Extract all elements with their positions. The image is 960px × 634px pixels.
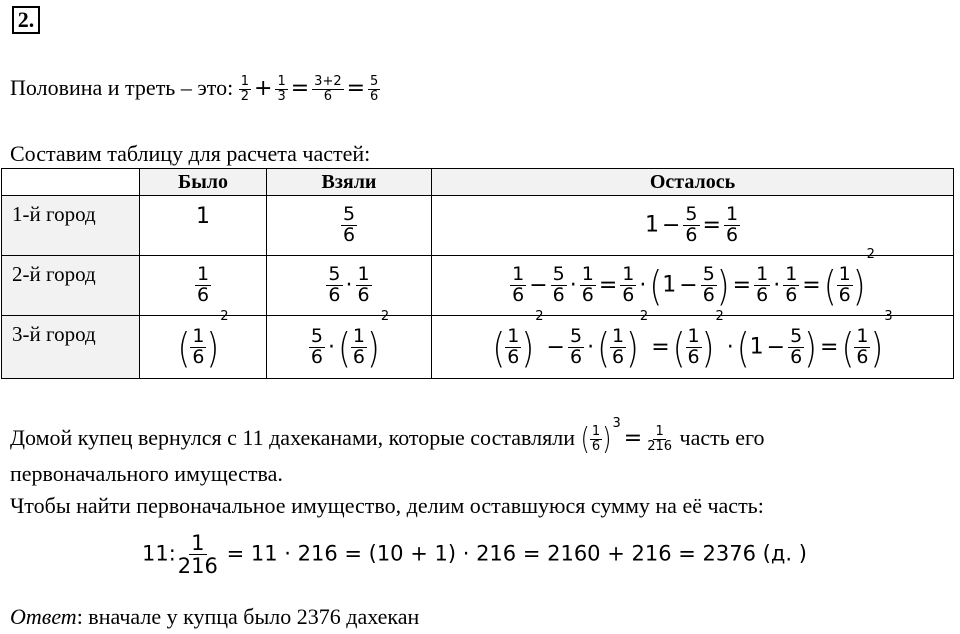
cell-city2-taken: $\frac{5}{6}$ · $\frac{1}{6}$ [267,256,432,316]
cell-city3-remaining: ( $\frac{1}{6}$ )2− $\frac{5}{6}$ ·( $\frac{1}{6}$ )2=( $\frac{1}{6}$ )2·(1 − $\frac{5}{6}$ ) =( $\frac{1}{6}$ )3 [432,316,954,379]
paragraph-result-expression: ( $\frac{1}{6}$ )3= $\frac{1}{216}$ [580,416,673,457]
cell-city2-remaining: $\frac{1}{6}$ − $\frac{5}{6}$ · $\frac{1}{6}$ = $\frac{1}{6}$ ·(1 − $\frac{5}{6}$ ) = $\frac{1}{6}$ · $\frac{1}{6}$ =( $\frac{1}{6}$ )2 [432,256,954,316]
table-caption: Составим таблицу для расчета частей: [10,141,371,166]
row-label-city-1: 1-й город [2,196,140,256]
paragraph-method: Чтобы найти первоначальное имущество, делим оставшуюся сумму на её часть: [10,493,764,518]
task-number: 2. [12,6,40,34]
row-label-city-3: 3-й город [2,316,140,379]
table-row [2,256,954,316]
header-taken: Взяли [267,169,432,196]
table-header-row [2,169,954,196]
table-row [2,316,954,379]
answer-text: : вначале у купца было 2376 дахекан [76,604,420,629]
row-label-city-2: 2-й город [2,256,140,316]
cell-city3-taken: $\frac{5}{6}$ ·( $\frac{1}{6}$ )2 [267,316,432,379]
cell-city1-was: 1 [140,196,267,256]
paragraph-result [10,416,765,457]
cell-city1-taken: $\frac{5}{6}$ [267,196,432,256]
header-remaining: Осталось [432,169,954,196]
paragraph-result-text-a: Домой купец вернулся с 11 дахеканами, которые составляли [10,425,575,450]
cell-city2-was: $\frac{1}{6}$ [140,256,267,316]
header-empty [2,169,140,196]
cell-city3-was: ( $\frac{1}{6}$ )2 [140,316,267,379]
answer-label: Ответ [10,604,77,629]
paragraph-result-cont: первоначального имущества. [10,461,283,486]
intro-line [10,74,380,103]
cell-city1-remaining: 1 − $\frac{5}{6}$ = $\frac{1}{6}$ [432,196,954,256]
paragraph-result-text-b: часть его [679,425,765,450]
table-row [2,196,954,256]
intro-expression: $\frac{1}{2}$ + $\frac{1}{3}$ = $\frac{3+2}{6}$ = $\frac{5}{6}$ [240,73,379,104]
answer [10,603,419,631]
intro-text: Половина и треть – это: [10,75,234,100]
header-was: Было [140,169,267,196]
calculation: 11: $\frac{1}{216}$ = 11 · 216 = (10 + 1) · 216 = 2160 + 216 = 2376 (д. ) [142,531,807,579]
parts-table [1,168,954,379]
